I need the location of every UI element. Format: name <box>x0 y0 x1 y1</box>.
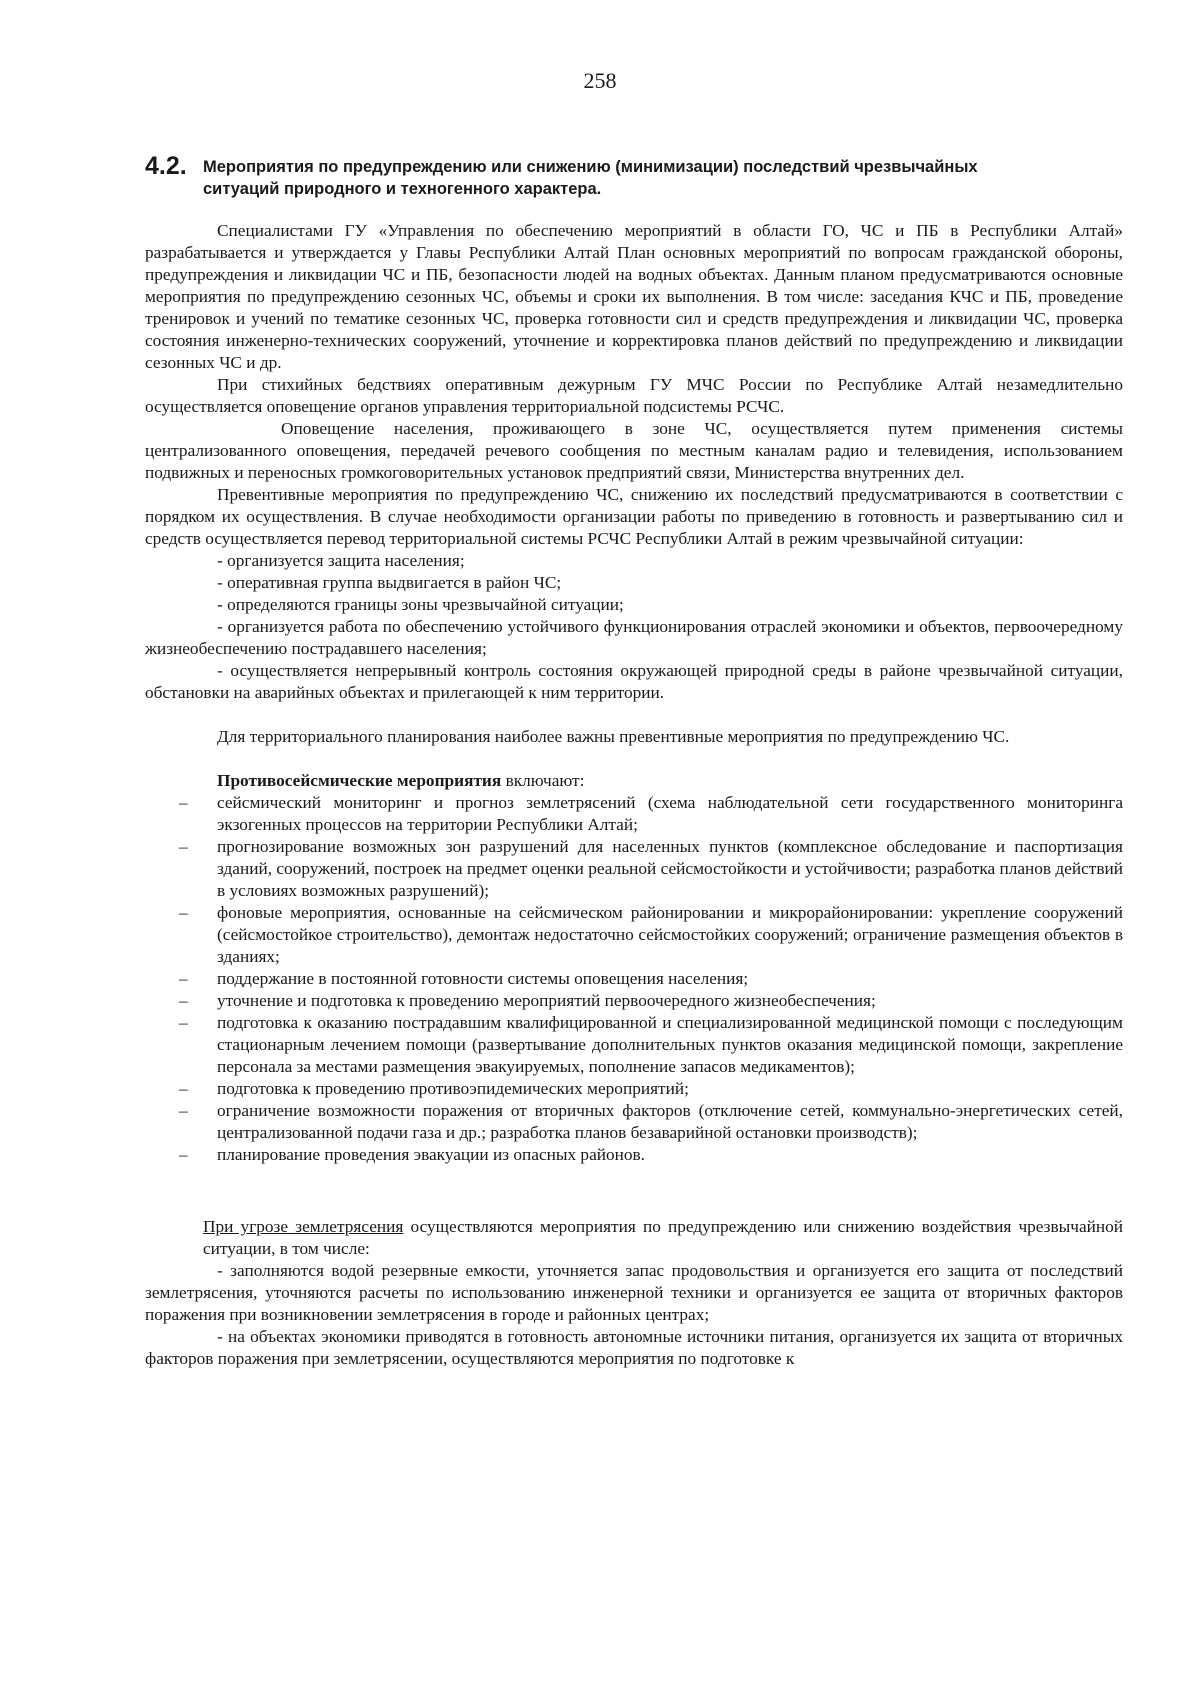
earthquake-threat-text: осуществляются мероприятия по предупреждению или снижению воздействия чрезвычайной ситуации, в том числе: <box>203 1217 1124 1258</box>
seismic-measure-item: – уточнение и подготовка к проведению мероприятий первоочередного жизнеобеспечения; <box>179 991 876 1010</box>
paragraph-plan: Специалистами ГУ «Управления по обеспечению мероприятий в области ГО, ЧС и ПБ в Республики Алтай» разрабатывается и утверждается у Главы Республики Алтай План основных мероприятий по вопросам гражданской обороны, предупреждения и ликвидации ЧС и ПБ, безопасности людей на водных объектах. Данным планом предусматриваются основные мероприятия по предупреждению сезонных ЧС, объемы и сроки их выполнения. В том числе: заседания КЧС и ПБ, проведение тренировок и учений по тематике сезонных ЧС, проверка готовности сил и средств предупреждения и ликвидации ЧС, проверка состояния инженерно-технических сооружений, уточнение и корректировка планов действий по предупреждению и ликвидации сезонных ЧС и др. <box>145 221 1123 372</box>
earthquake-threat-paragraph <box>145 1216 1123 1260</box>
dash-bullet: – <box>179 991 188 1010</box>
paragraph-population-warning: Оповещение населения, проживающего в зоне ЧС, осуществляется путем применения системы централизованного оповещения, передачей речевого сообщения по местным каналам радио и телевидения, использованием подвижных и переносных громкоговорительных установок предприятий связи, Министерства внутренних дел. <box>145 419 1123 482</box>
earthquake-measure-item: - заполняются водой резервные емкости, уточняется запас продовольствия и организуется его защита от последствий землетрясения, уточняются расчеты по использованию инженерной техники и организуется ее защита от вторичных факторов поражения при возникновении землетрясения в городе и районных центрах; <box>145 1261 1123 1324</box>
section-number: 4.2. <box>145 152 187 180</box>
dash-bullet: – <box>179 1101 188 1120</box>
seismic-measure-item: – сейсмический мониторинг и прогноз землетрясений (схема наблюдательной сети государственного мониторинга экзогенных процессов на территории Республики Алтай; <box>179 793 1123 834</box>
seismic-measure-item: – прогнозирование возможных зон разрушений для населенных пунктов (комплексное обследование и паспортизация зданий, сооружений, построек на предмет оценки реальной сейсмостойкости и устойчивости; разработка планов действий в условиях возможных разрушений); <box>179 837 1123 900</box>
dash-bullet: – <box>179 1079 188 1098</box>
seismic-measure-item: – фоновые мероприятия, основанные на сейсмическом районировании и микрорайонировании: укрепление сооружений (сейсмостойкое строительство), демонтаж недостаточно сейсмостойких сооружений; ограничение размещения объектов в зданиях; <box>179 903 1123 966</box>
document-body <box>145 220 1123 1370</box>
seismic-measure-item: – поддержание в постоянной готовности системы оповещения населения; <box>179 969 749 988</box>
section-title-line-1: Мероприятия по предупреждению или снижению (минимизации) последствий чрезвычайных <box>203 158 978 176</box>
seismic-measure-item: – ограничение возможности поражения от вторичных факторов (отключение сетей, коммунально-энергетических сетей, централизованной подачи газа и др.; разработка планов безаварийной остановки производств); <box>179 1101 1123 1142</box>
spacer <box>145 748 1123 770</box>
section-title <box>203 156 1125 200</box>
dash-bullet: – <box>179 969 188 988</box>
page-number: 258 <box>583 68 617 93</box>
spacer <box>145 1166 1123 1216</box>
seismic-measures-list <box>145 792 1123 1166</box>
measure-item: - определяются границы зоны чрезвычайной ситуации; <box>217 595 624 614</box>
dash-bullet: – <box>179 837 188 856</box>
seismic-measures-lead-text: включают: <box>501 771 585 790</box>
seismic-measures-lead <box>145 770 1123 792</box>
spacer <box>145 704 1123 726</box>
seismic-measure-item: – планирование проведения эвакуации из опасных районов. <box>179 1145 645 1164</box>
dash-bullet: – <box>179 1013 188 1032</box>
seismic-measures-heading: Противосейсмические мероприятия <box>217 771 502 790</box>
measure-item: - осуществляется непрерывный контроль состояния окружающей природной среды в районе чрезвычайной ситуации, обстановки на аварийных объектах и прилегающей к ним территории. <box>145 661 1123 702</box>
paragraph-preventive-measures: Превентивные мероприятия по предупреждению ЧС, снижению их последствий предусматриваются в соответствии с порядком их осуществления. В случае необходимости организации работы по приведению в готовность и развертыванию сил и средств осуществляется перевод территориальной системы РСЧС Республики Алтай в режим чрезвычайной ситуации: <box>145 485 1123 548</box>
dash-bullet: – <box>179 1145 188 1164</box>
dash-bullet: – <box>179 903 188 922</box>
dash-bullet: – <box>179 793 188 812</box>
earthquake-measure-item: - на объектах экономики приводятся в готовность автономные источники питания, организуется их защита от вторичных факторов поражения при землетрясении, осуществляются мероприятия по подготовке к <box>145 1327 1123 1368</box>
paragraph-notification-authorities: При стихийных бедствиях оперативным дежурным ГУ МЧС России по Республике Алтай незамедлительно осуществляется оповещение органов управления территориальной подсистемы РСЧС. <box>145 375 1123 416</box>
measure-item: - организуется защита населения; <box>217 551 465 570</box>
measure-item: - оперативная группа выдвигается в район ЧС; <box>217 573 562 592</box>
section-title-line-2: ситуаций природного и техногенного характера. <box>203 180 602 198</box>
seismic-measure-item: – подготовка к оказанию пострадавшим квалифицированной и специализированной медицинской помощи с последующим стационарным лечением помощи (развертывание дополнительных пунктов оказания медицинской помощи, закрепление персонала за местами размещения эвакуируемых, пополнение запасов медикаментов); <box>179 1013 1123 1076</box>
measure-item: - организуется работа по обеспечению устойчивого функционирования отраслей экономики и объектов, первоочередному жизнеобеспечению пострадавшего населения; <box>145 617 1123 658</box>
section-heading <box>145 152 1125 200</box>
paragraph-territorial-planning: Для территориального планирования наиболее важны превентивные мероприятия по предупреждению ЧС. <box>217 727 1010 746</box>
seismic-measure-item: – подготовка к проведению противоэпидемических мероприятий; <box>179 1079 689 1098</box>
earthquake-threat-heading: При угрозе землетрясения <box>203 1217 404 1236</box>
